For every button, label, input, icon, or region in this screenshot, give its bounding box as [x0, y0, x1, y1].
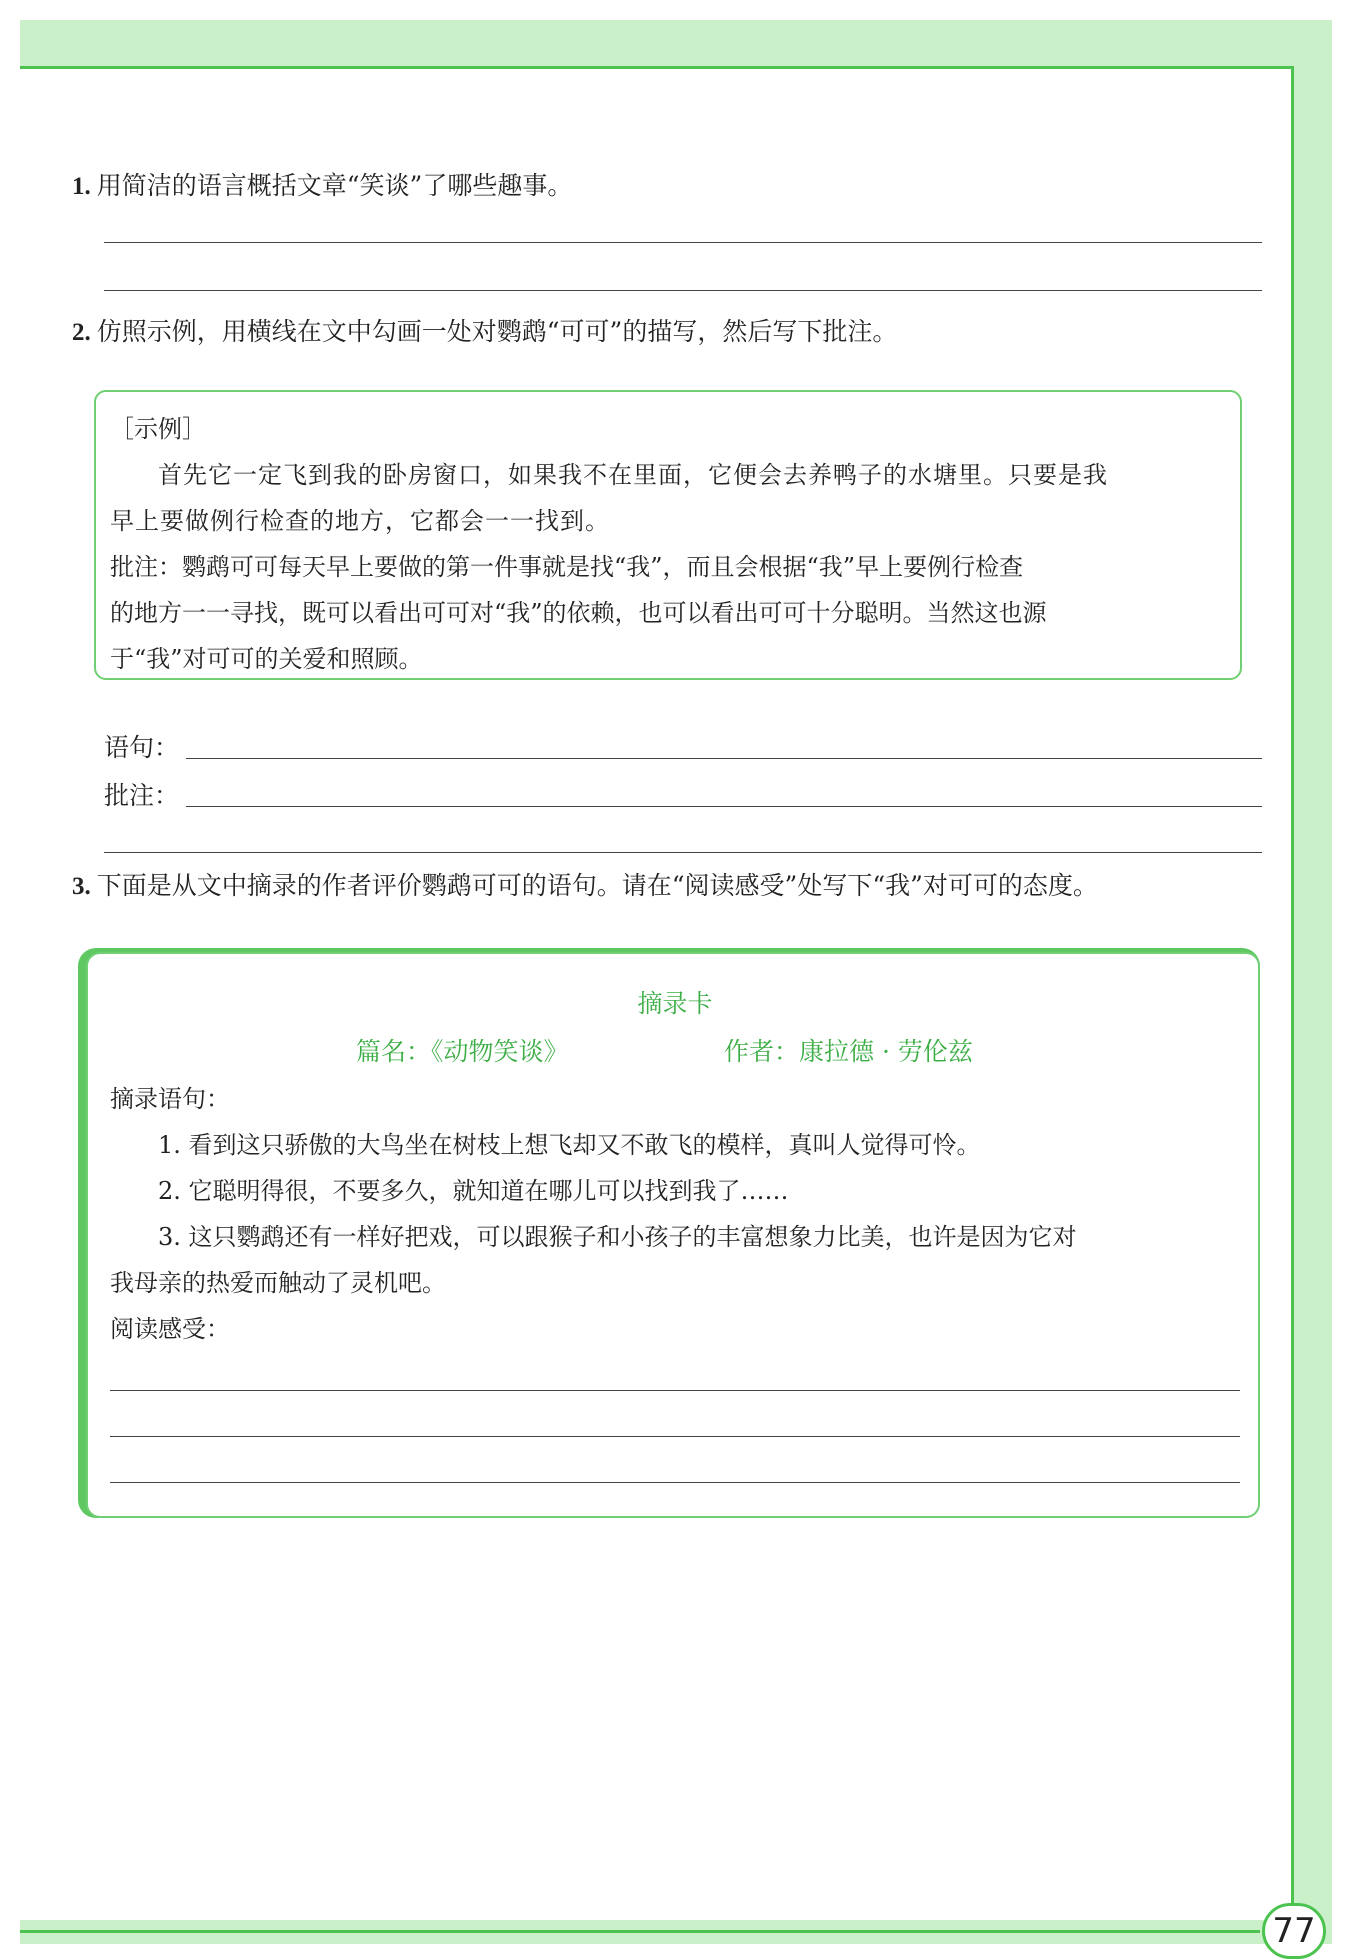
excerpt-item-3-line-1: 3. 这只鹦鹉还有一样好把戏，可以跟猴子和小孩子的丰富想象力比美，也许是因为它对	[158, 1223, 1077, 1251]
feeling-line-1[interactable]	[110, 1390, 1240, 1391]
example-note-line-2: 的地方一一寻找，既可以看出可可对“我”的依赖，也可以看出可可十分聪明。当然这也源	[110, 599, 1047, 627]
sentence-row	[104, 728, 179, 764]
question-3-text: 下面是从文中摘录的作者评价鹦鹉可可的语句。请在“阅读感受”处写下“我”对可可的态度。	[96, 871, 1098, 900]
excerpt-label: 摘录语句：	[110, 1085, 230, 1113]
example-quote-line-1: 首先它一定飞到我的卧房窗口，如果我不在里面，它便会去养鸭子的水塘里。只要是我	[158, 461, 1108, 489]
note-answer-line-2[interactable]	[104, 852, 1262, 853]
question-1	[72, 166, 572, 202]
question-1-number: 1.	[72, 173, 91, 200]
excerpt-item-3-line-2: 我母亲的热爱而触动了灵机吧。	[110, 1269, 446, 1297]
question-2-number: 2.	[72, 319, 91, 346]
card-title: 摘录卡	[637, 989, 713, 1018]
excerpt-item-1: 1. 看到这只骄傲的大鸟坐在树枝上想飞却又不敢飞的模样，真叫人觉得可怜。	[158, 1131, 981, 1159]
example-box	[94, 390, 1242, 680]
question-2	[72, 312, 897, 348]
feeling-line-3[interactable]	[110, 1482, 1240, 1483]
sentence-answer-line[interactable]	[186, 758, 1262, 759]
sentence-label: 语句：	[104, 733, 180, 762]
card-author: 作者：康拉德 · 劳伦兹	[724, 1037, 973, 1066]
note-row	[104, 776, 179, 812]
bottom-rule	[20, 1930, 1260, 1933]
question-3	[72, 866, 1098, 902]
answer-line-1b[interactable]	[104, 290, 1262, 291]
card-article-name: 篇名：《动物笑谈》	[356, 1037, 569, 1066]
card-body	[110, 1076, 1240, 1352]
answer-line-1a[interactable]	[104, 242, 1262, 243]
feeling-label: 阅读感受：	[110, 1315, 230, 1343]
example-quote-line-2: 早上要做例行检查的地方，它都会一一找到。	[110, 507, 610, 535]
question-2-text: 仿照示例，用横线在文中勾画一处对鹦鹉“可可”的描写，然后写下批注。	[96, 317, 898, 346]
example-note-line-1: 批注：鹦鹉可可每天早上要做的第一件事就是找“我”，而且会根据“我”早上要例行检查	[110, 553, 1024, 581]
question-1-text: 用简洁的语言概括文章“笑谈”了哪些趣事。	[96, 171, 573, 200]
excerpt-card	[86, 952, 1260, 1518]
note-label: 批注：	[104, 781, 180, 810]
page-frame-top	[20, 20, 1332, 68]
question-3-number: 3.	[72, 873, 91, 900]
page-frame-right	[1292, 62, 1332, 1920]
example-note-line-3: 于“我”对可可的关爱和照顾。	[110, 645, 423, 673]
example-label: ［示例］	[110, 415, 206, 443]
page-number: 77	[1262, 1903, 1326, 1959]
feeling-line-2[interactable]	[110, 1436, 1240, 1437]
note-answer-line-1[interactable]	[186, 806, 1262, 807]
excerpt-item-2: 2. 它聪明得很，不要多久，就知道在哪儿可以找到我了……	[158, 1177, 789, 1205]
